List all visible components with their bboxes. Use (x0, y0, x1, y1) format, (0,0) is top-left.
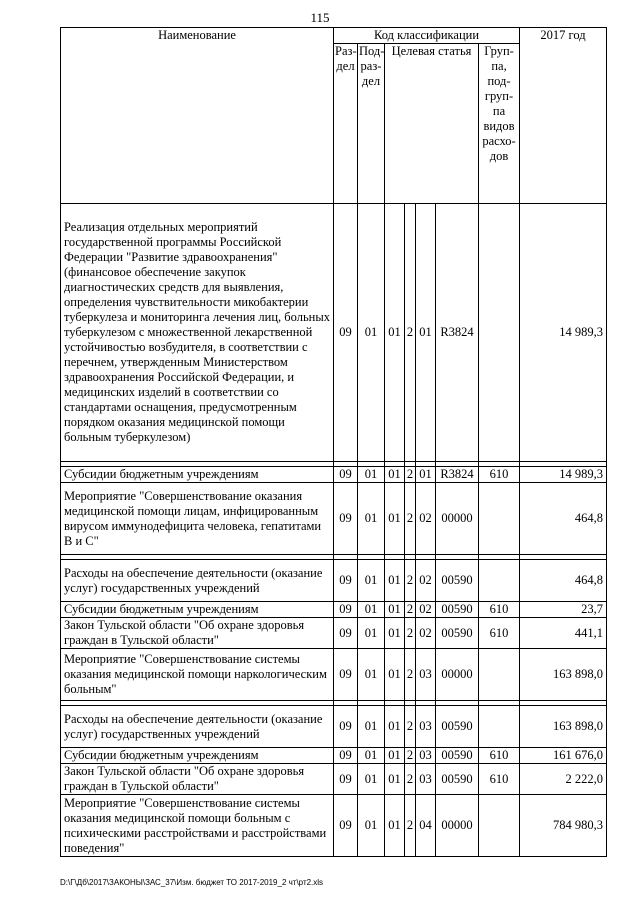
row-code-t2: 2 (405, 649, 416, 701)
row-code-t3: 01 (416, 204, 436, 462)
row-code-t3: 03 (416, 748, 436, 764)
row-amount: 14 989,3 (520, 204, 607, 462)
row-name: Закон Тульской области "Об охране здоровья граждан в Тульской области" (61, 618, 334, 649)
row-code-t3: 03 (416, 706, 436, 748)
row-code-t3: 02 (416, 560, 436, 602)
row-code-t2: 2 (405, 795, 416, 857)
row-code-vr (479, 560, 520, 602)
row-code-t4: R3824 (436, 467, 479, 483)
row-code-t4: 00590 (436, 748, 479, 764)
row-code-t1: 01 (385, 795, 405, 857)
row-code-t2: 2 (405, 204, 416, 462)
row-code-t4: 00590 (436, 764, 479, 795)
row-name: Мероприятие "Совершенствование системы оказания медицинской помощи наркологическим больным" (61, 649, 334, 701)
row-code-pr: 01 (358, 618, 385, 649)
row-code-t1: 01 (385, 764, 405, 795)
row-code-vr: 610 (479, 618, 520, 649)
row-amount: 464,8 (520, 560, 607, 602)
header-expense-group: Груп- па, под- груп- па видов расхо- дов (479, 44, 520, 204)
row-code-pr: 01 (358, 560, 385, 602)
row-code-t4: 00000 (436, 483, 479, 555)
row-code-vr (479, 649, 520, 701)
row-amount: 441,1 (520, 618, 607, 649)
row-code-t2: 2 (405, 706, 416, 748)
row-code-t1: 01 (385, 483, 405, 555)
row-code-rz: 09 (334, 204, 358, 462)
table-row (61, 467, 607, 483)
row-code-t3: 04 (416, 795, 436, 857)
row-code-pr: 01 (358, 204, 385, 462)
row-name: Мероприятие "Совершенствование системы оказания медицинской помощи больным с психическими расстройствами и расстройствами поведения" (61, 795, 334, 857)
row-code-vr (479, 204, 520, 462)
row-code-t2: 2 (405, 618, 416, 649)
row-code-t1: 01 (385, 706, 405, 748)
row-amount: 464,8 (520, 483, 607, 555)
row-code-pr: 01 (358, 706, 385, 748)
row-code-pr: 01 (358, 602, 385, 618)
row-code-t3: 02 (416, 483, 436, 555)
table-row (61, 764, 607, 795)
row-code-t4: 00590 (436, 706, 479, 748)
header-code-group: Код классификации (334, 28, 520, 44)
row-code-t1: 01 (385, 204, 405, 462)
row-code-rz: 09 (334, 764, 358, 795)
row-name: Субсидии бюджетным учреждениям (61, 748, 334, 764)
row-name: Субсидии бюджетным учреждениям (61, 467, 334, 483)
row-amount: 161 676,0 (520, 748, 607, 764)
row-code-t1: 01 (385, 748, 405, 764)
table-row (61, 706, 607, 748)
table-row (61, 795, 607, 857)
row-code-t1: 01 (385, 467, 405, 483)
row-code-t3: 03 (416, 649, 436, 701)
row-code-t3: 02 (416, 618, 436, 649)
row-code-rz: 09 (334, 467, 358, 483)
row-code-rz: 09 (334, 618, 358, 649)
row-code-vr (479, 483, 520, 555)
row-code-t1: 01 (385, 560, 405, 602)
table-row (61, 560, 607, 602)
row-code-pr: 01 (358, 764, 385, 795)
table-row (61, 649, 607, 701)
row-code-vr: 610 (479, 748, 520, 764)
row-name: Мероприятие "Совершенствование оказания медицинской помощи лицам, инфицированным вирусом иммунодефицита человека, гепатитами В и С" (61, 483, 334, 555)
header-subsection: Под- раз- дел (358, 44, 385, 204)
page-number: 115 (310, 10, 330, 25)
row-code-pr: 01 (358, 467, 385, 483)
row-code-t4: 00590 (436, 618, 479, 649)
row-code-t4: 00000 (436, 795, 479, 857)
row-code-t2: 2 (405, 764, 416, 795)
header-name: Наименование (61, 28, 334, 204)
budget-table (60, 27, 607, 857)
row-name: Реализация отдельных мероприятий государственной программы Российской Федерации "Развитие здравоохранения" (финансовое обеспечение закупок диагностических средств для выявления, определения чувствительности микобактерии туберкулеза и мониторинга лечения лиц, больных туберкулезом с множественной лекарственной устойчивостью возбудителя, в соответствии с перечнем, утвержденным Министерством здравоохранения Российской Федерации, и медицинских изделий в соответствии со стандартами оснащения, предусмотренным порядком оказания медицинской помощи больным туберкулезом) (61, 204, 334, 462)
row-code-rz: 09 (334, 795, 358, 857)
row-code-t2: 2 (405, 748, 416, 764)
header-section: Раз- дел (334, 44, 358, 204)
row-code-rz: 09 (334, 706, 358, 748)
row-amount: 163 898,0 (520, 706, 607, 748)
row-code-t4: 00590 (436, 560, 479, 602)
table-row (61, 483, 607, 555)
header-target: Целевая статья (385, 44, 479, 204)
row-amount: 784 980,3 (520, 795, 607, 857)
row-code-rz: 09 (334, 483, 358, 555)
row-code-t2: 2 (405, 467, 416, 483)
row-name: Субсидии бюджетным учреждениям (61, 602, 334, 618)
row-code-vr (479, 795, 520, 857)
row-amount: 163 898,0 (520, 649, 607, 701)
row-code-vr: 610 (479, 467, 520, 483)
table-body (61, 204, 607, 857)
row-amount: 14 989,3 (520, 467, 607, 483)
row-code-rz: 09 (334, 649, 358, 701)
row-code-rz: 09 (334, 560, 358, 602)
table-row (61, 748, 607, 764)
row-code-t4: 00590 (436, 602, 479, 618)
row-code-pr: 01 (358, 795, 385, 857)
row-code-pr: 01 (358, 748, 385, 764)
row-code-pr: 01 (358, 649, 385, 701)
row-code-rz: 09 (334, 602, 358, 618)
row-code-t3: 02 (416, 602, 436, 618)
row-code-vr: 610 (479, 764, 520, 795)
row-code-vr (479, 706, 520, 748)
row-amount: 2 222,0 (520, 764, 607, 795)
row-code-t3: 01 (416, 467, 436, 483)
row-code-t2: 2 (405, 483, 416, 555)
table-row (61, 204, 607, 462)
row-code-t1: 01 (385, 602, 405, 618)
row-code-pr: 01 (358, 483, 385, 555)
row-amount: 23,7 (520, 602, 607, 618)
row-code-t2: 2 (405, 560, 416, 602)
table-row (61, 602, 607, 618)
file-path-footer: D:\Г\Дб\2017\ЗАКОНЫ\ЗАС_37\Изм. бюджет ТО 2017-2019_2 чт\рт2.xls (60, 878, 324, 887)
row-code-t1: 01 (385, 649, 405, 701)
row-name: Расходы на обеспечение деятельности (оказание услуг) государственных учреждений (61, 560, 334, 602)
header-year: 2017 год (520, 28, 607, 204)
table-row (61, 618, 607, 649)
row-code-t4: 00000 (436, 649, 479, 701)
row-code-t1: 01 (385, 618, 405, 649)
row-code-t3: 03 (416, 764, 436, 795)
row-code-rz: 09 (334, 748, 358, 764)
row-code-vr: 610 (479, 602, 520, 618)
row-code-t2: 2 (405, 602, 416, 618)
row-name: Закон Тульской области "Об охране здоровья граждан в Тульской области" (61, 764, 334, 795)
row-name: Расходы на обеспечение деятельности (оказание услуг) государственных учреждений (61, 706, 334, 748)
row-code-t4: R3824 (436, 204, 479, 462)
